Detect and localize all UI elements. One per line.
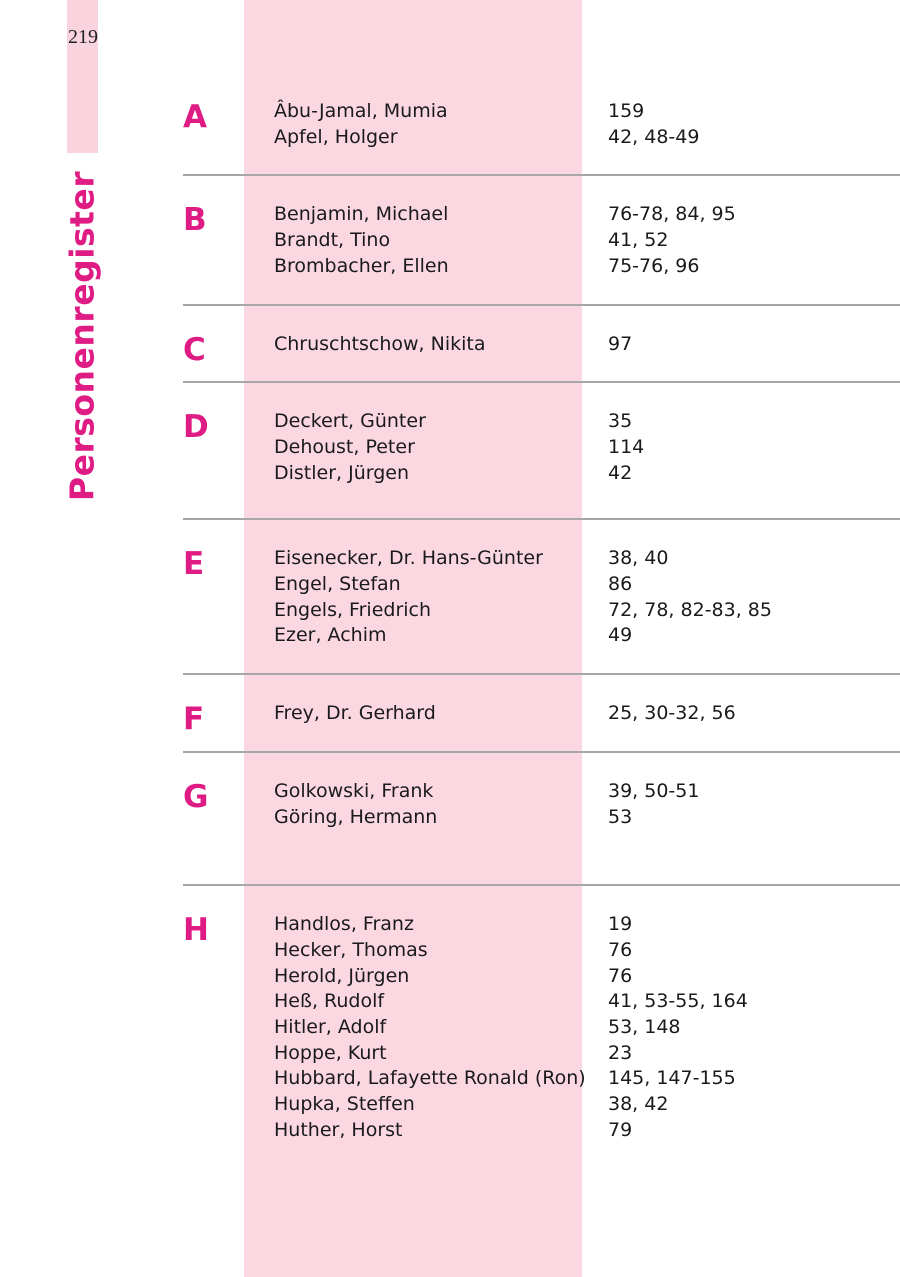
index-entry [0, 963, 900, 989]
entry-name: Âbu-Jamal, Mumia [274, 100, 448, 122]
section-divider [183, 174, 900, 176]
entry-pages: 76-78, 84, 95 [608, 203, 736, 226]
entry-pages: 35 [608, 410, 633, 433]
entry-pages: 42, 48-49 [608, 125, 700, 148]
section-letter: D [183, 409, 209, 446]
index-entry [0, 331, 900, 357]
entry-name: Huther, Horst [274, 1118, 403, 1141]
entry-pages: 19 [608, 913, 633, 936]
entry-pages: 38, 40 [608, 547, 669, 570]
index-entry [0, 937, 900, 963]
index-entry [0, 1091, 900, 1117]
entry-name: Golkowski, Frank [274, 779, 434, 802]
index-entry [0, 253, 900, 279]
entry-pages: 41, 52 [608, 229, 669, 252]
index-entry [0, 98, 900, 124]
index-entry [0, 1014, 900, 1040]
index-entry [0, 622, 900, 648]
entry-pages: 38, 42 [608, 1093, 669, 1116]
section-letter: C [183, 331, 206, 368]
section-letter: A [183, 99, 207, 135]
entry-name: Hitler, Adolf [274, 1016, 387, 1038]
entry-name: Brombacher, Ellen [274, 254, 449, 277]
index-entry [0, 700, 900, 726]
page-number: 219 [68, 26, 98, 48]
entry-pages: 25, 30-32, 56 [608, 702, 736, 725]
index-entry [0, 201, 900, 227]
entry-name: Distler, Jürgen [274, 461, 410, 484]
section-letter: H [183, 912, 209, 949]
section-divider [183, 884, 900, 886]
entry-pages: 97 [608, 332, 633, 355]
entry-pages: 159 [608, 100, 645, 122]
entry-pages: 76 [608, 964, 633, 987]
entry-pages: 145, 147-155 [608, 1067, 736, 1090]
entry-name: Dehoust, Peter [274, 435, 415, 458]
entry-name: Brandt, Tino [274, 229, 391, 252]
entry-pages: 39, 50-51 [608, 779, 700, 802]
entry-name: Chruschtschow, Nikita [274, 332, 486, 355]
section-divider [183, 751, 900, 753]
entry-pages: 76 [608, 938, 633, 961]
section-letter: F [183, 701, 205, 738]
side-title: Personenregister [62, 170, 102, 502]
index-entry [0, 408, 900, 434]
entry-name: Hoppe, Kurt [274, 1041, 387, 1064]
index-entry [0, 460, 900, 486]
index-entry [0, 227, 900, 253]
entry-name: Handlos, Franz [274, 913, 414, 936]
entry-name: Hupka, Steffen [274, 1093, 415, 1116]
index-entry [0, 545, 900, 571]
entry-pages: 72, 78, 82-83, 85 [608, 598, 772, 621]
index-entry [0, 571, 900, 597]
index-entry [0, 434, 900, 460]
index-entry [0, 911, 900, 937]
entry-pages: 114 [608, 435, 645, 458]
index-entry [0, 1040, 900, 1066]
entry-name: Deckert, Günter [274, 410, 426, 433]
section-letter: G [183, 778, 209, 815]
entry-name: Hecker, Thomas [274, 938, 428, 961]
entry-pages: 49 [608, 624, 633, 647]
entry-name: Hubbard, Lafayette Ronald (Ron) [274, 1067, 586, 1090]
section-divider [183, 518, 900, 520]
entry-pages: 75-76, 96 [608, 254, 700, 277]
entry-name: Herold, Jürgen [274, 964, 410, 987]
index-entry [0, 1065, 900, 1091]
entry-pages: 79 [608, 1118, 633, 1141]
entry-name: Heß, Rudolf [274, 990, 385, 1013]
entry-pages: 41, 53-55, 164 [608, 990, 748, 1013]
entry-name: Frey, Dr. Gerhard [274, 702, 436, 725]
index-entry [0, 597, 900, 623]
section-letter: B [183, 202, 207, 239]
entry-pages: 42 [608, 461, 633, 484]
index-entry [0, 1117, 900, 1143]
entry-pages: 23 [608, 1041, 633, 1064]
index-entry [0, 124, 900, 150]
index-entry [0, 778, 900, 804]
entry-pages: 53, 148 [608, 1016, 681, 1038]
index-entry [0, 988, 900, 1014]
index-entry [0, 804, 900, 830]
entry-name: Apfel, Holger [274, 125, 398, 148]
section-divider [183, 304, 900, 306]
section-divider [183, 381, 900, 383]
entry-name: Engels, Friedrich [274, 598, 432, 621]
section-letter: E [183, 546, 205, 583]
entry-name: Benjamin, Michael [274, 203, 449, 226]
entry-pages: 86 [608, 573, 633, 595]
entry-name: Göring, Hermann [274, 805, 438, 828]
section-divider [183, 673, 900, 675]
entry-pages: 53 [608, 805, 633, 828]
entry-name: Engel, Stefan [274, 573, 401, 595]
entry-name: Eisenecker, Dr. Hans-Günter [274, 547, 543, 570]
entry-name: Ezer, Achim [274, 624, 387, 647]
